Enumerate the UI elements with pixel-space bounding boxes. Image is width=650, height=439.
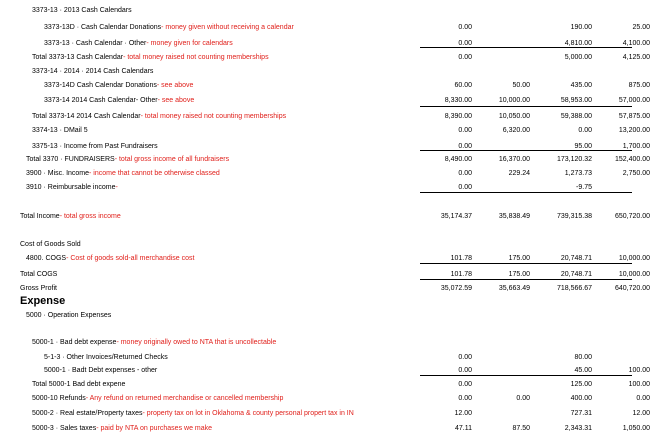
amount-cell: 50.00: [512, 82, 530, 89]
table-row: [0, 409, 650, 419]
amount-cell: 16,370.00: [498, 156, 530, 163]
account-name: 3374-13 · DMail 5: [32, 127, 88, 134]
account-name: 3373-14 · 2014 · 2014 Cash Calendars: [32, 68, 154, 75]
amount-cell: 0.00: [458, 381, 472, 388]
account-note: - money originally owed to NTA that is uncollectable: [116, 339, 277, 346]
row-label: [32, 53, 269, 63]
row-label: [20, 240, 81, 250]
row-label: [26, 169, 220, 179]
row-label: [44, 23, 294, 33]
account-name: 5000-2 · Real estate/Property taxes: [32, 410, 143, 417]
amount-cell: 190.00: [570, 24, 592, 31]
account-note: - see above: [156, 82, 194, 89]
amount-cell: 2,343.31: [564, 425, 592, 432]
separator: [420, 47, 632, 48]
table-row: [0, 6, 640, 16]
amount-cell: 0.00: [458, 40, 472, 47]
amount-cell: 4,125.00: [622, 54, 650, 61]
amount-cell: 125.00: [570, 381, 592, 388]
row-label: [32, 380, 125, 390]
amount-cell: 13,200.00: [618, 127, 650, 134]
amount-cell: 0.00: [458, 143, 472, 150]
amount-cell: 101.78: [450, 271, 472, 278]
row-label: [44, 96, 194, 106]
row-label: [20, 270, 57, 280]
account-note: -: [115, 184, 118, 191]
table-row: [0, 53, 650, 63]
amount-cell: -9.75: [576, 184, 592, 191]
amount-cell: 2,750.00: [622, 170, 650, 177]
table-row: [0, 112, 650, 122]
account-note: - total money raised not counting memberships: [123, 54, 269, 61]
row-label: [32, 409, 354, 419]
account-name: 4800. COGS: [26, 255, 67, 262]
amount-cell: 0.00: [458, 367, 472, 374]
account-note: - property tax on lot in Oklahoma & county personal propert tax in IN: [142, 410, 354, 417]
account-name: 3373-14 2014 Cash Calendar- Other: [44, 97, 158, 104]
amount-cell: 35,838.49: [498, 213, 530, 220]
account-note: - Any refund on returned merchandise or cancelled membership: [85, 395, 284, 402]
amount-cell: 8,390.00: [444, 113, 472, 120]
account-name: Total COGS: [20, 271, 58, 278]
row-label: [20, 212, 121, 222]
account-name: 5000-10 Refunds: [32, 395, 86, 402]
amount-cell: 35,072.59: [440, 285, 472, 292]
amount-cell: 175.00: [508, 271, 530, 278]
amount-cell: 8,330.00: [444, 97, 472, 104]
row-label: [26, 254, 194, 264]
amount-cell: 10,050.00: [498, 113, 530, 120]
amount-cell: 100.00: [628, 367, 650, 374]
row-label: [32, 112, 286, 122]
amount-cell: 229.24: [508, 170, 530, 177]
account-note: - see above: [157, 97, 195, 104]
account-note: - total gross income of all fundraisers: [114, 156, 230, 163]
table-row: [0, 169, 650, 179]
separator: [420, 263, 632, 264]
amount-cell: 152,400.00: [614, 156, 650, 163]
amount-cell: 435.00: [570, 82, 592, 89]
amount-cell: 175.00: [508, 255, 530, 262]
account-note: - money given for calendars: [146, 40, 233, 47]
account-note: - income that cannot be otherwise classed: [89, 170, 220, 177]
amount-cell: 0.00: [636, 395, 650, 402]
amount-cell: 640,720.00: [614, 285, 650, 292]
amount-cell: 173,120.32: [556, 156, 592, 163]
account-name: 5000-1 · Badt Debt expenses - other: [44, 367, 158, 374]
account-name: 5000-1 · Bad debt expense: [32, 339, 117, 346]
account-name: 5000-3 · Sales taxes: [32, 425, 97, 432]
row-label: [26, 311, 111, 321]
table-row: [0, 424, 650, 434]
amount-cell: 60.00: [454, 82, 472, 89]
table-row: [0, 81, 650, 91]
amount-cell: 0.00: [458, 127, 472, 134]
account-name: 3900 · Misc. Income: [26, 170, 90, 177]
row-label: [32, 6, 132, 16]
table-row: [0, 67, 640, 77]
amount-cell: 4,810.00: [564, 40, 592, 47]
amount-cell: 5,000.00: [564, 54, 592, 61]
account-name: 3375-13 · Income from Past Fundraisers: [32, 143, 158, 150]
separator: [420, 192, 632, 193]
account-name: Total 3373-14 2014 Cash Calendar: [32, 113, 141, 120]
amount-cell: 58,953.00: [560, 97, 592, 104]
account-note: - total money raised not counting memberships: [140, 113, 287, 120]
table-row: [0, 23, 650, 33]
account-name: 5000 · Operation Expenses: [26, 312, 112, 319]
amount-cell: 101.78: [450, 255, 472, 262]
amount-cell: 1,700.00: [622, 143, 650, 150]
account-name: 3373-13 · 2013 Cash Calendars: [32, 7, 132, 14]
separator: [420, 106, 632, 107]
row-label: [44, 81, 193, 91]
row-label: [32, 394, 283, 404]
amount-cell: 0.00: [578, 127, 592, 134]
amount-cell: 12.00: [454, 410, 472, 417]
account-name: Gross Profit: [20, 285, 57, 292]
amount-cell: 1,273.73: [564, 170, 592, 177]
row-label: [32, 338, 276, 348]
separator: [420, 279, 632, 280]
amount-cell: 59,388.00: [560, 113, 592, 120]
row-label: [44, 366, 157, 376]
account-name: 3373-14D Cash Calendar Donations: [44, 82, 157, 89]
amount-cell: 95.00: [574, 143, 592, 150]
account-name: 5-1-3 · Other Invoices/Returned Checks: [44, 354, 168, 361]
account-name: 3373-13 · Cash Calendar · Other: [44, 40, 147, 47]
row-label: [26, 183, 118, 193]
amount-cell: 875.00: [628, 82, 650, 89]
table-row: [0, 353, 640, 363]
row-label: [26, 155, 229, 165]
account-note: - paid by NTA on purchases we make: [96, 425, 213, 432]
row-label: [44, 39, 233, 49]
amount-cell: 4,100.00: [622, 40, 650, 47]
amount-cell: 47.11: [455, 425, 472, 432]
account-note: - money given without receiving a calendar: [161, 24, 294, 31]
account-name: Total Income: [20, 213, 60, 220]
amount-cell: 0.00: [458, 184, 472, 191]
table-row: [0, 284, 650, 294]
row-label: [44, 353, 168, 363]
amount-cell: 8,490.00: [444, 156, 472, 163]
row-label: [32, 126, 88, 136]
table-row: [0, 394, 650, 404]
table-row: [0, 380, 650, 390]
amount-cell: 400.00: [570, 395, 592, 402]
amount-cell: 10,000.00: [618, 271, 650, 278]
amount-cell: 80.00: [574, 354, 592, 361]
amount-cell: 739,315.38: [556, 213, 592, 220]
amount-cell: 35,174.37: [440, 213, 472, 220]
table-row: [0, 96, 650, 106]
table-row: [0, 212, 650, 222]
amount-cell: 35,663.49: [498, 285, 530, 292]
amount-cell: 650,720.00: [614, 213, 650, 220]
amount-cell: 20,748.71: [560, 271, 592, 278]
amount-cell: 6,320.00: [502, 127, 530, 134]
amount-cell: 45.00: [574, 367, 592, 374]
account-name: Cost of Goods Sold: [20, 241, 81, 248]
amount-cell: 0.00: [516, 395, 530, 402]
account-name: 3373-13D · Cash Calendar Donations: [44, 24, 162, 31]
amount-cell: 20,748.71: [560, 255, 592, 262]
table-row: [0, 155, 650, 165]
separator: [420, 150, 632, 151]
account-note: - Cost of goods sold-all merchandise cost: [66, 255, 195, 262]
table-row: [0, 311, 640, 321]
amount-cell: 1,050.00: [622, 425, 650, 432]
account-name: Total 3373-13 Cash Calendar: [32, 54, 124, 61]
row-label: [32, 67, 153, 77]
amount-cell: 718,566.67: [556, 285, 592, 292]
expense-heading: Expense: [20, 295, 66, 307]
amount-cell: 100.00: [628, 381, 650, 388]
amount-cell: 57,875.00: [618, 113, 650, 120]
table-row: [0, 126, 650, 136]
amount-cell: 57,000.00: [618, 97, 650, 104]
amount-cell: 0.00: [458, 170, 472, 177]
amount-cell: 727.31: [570, 410, 592, 417]
amount-cell: 10,000.00: [618, 255, 650, 262]
table-row: [0, 338, 640, 348]
account-name: Total 5000-1 Bad debt expene: [32, 381, 126, 388]
amount-cell: 10,000.00: [498, 97, 530, 104]
row-label: [20, 284, 57, 294]
table-row: [0, 240, 640, 250]
amount-cell: 0.00: [458, 395, 472, 402]
amount-cell: 0.00: [458, 24, 472, 31]
amount-cell: 87.50: [512, 425, 530, 432]
row-label: [32, 424, 212, 434]
account-name: 3910 · Reimbursable income: [26, 184, 116, 191]
amount-cell: 0.00: [458, 354, 472, 361]
account-note: - total gross income: [59, 213, 121, 220]
account-name: Total 3370 · FUNDRAISERS: [26, 156, 115, 163]
separator: [420, 375, 632, 376]
amount-cell: 0.00: [458, 54, 472, 61]
amount-cell: 25.00: [632, 24, 650, 31]
row-label: [32, 142, 158, 152]
amount-cell: 12.00: [632, 410, 650, 417]
